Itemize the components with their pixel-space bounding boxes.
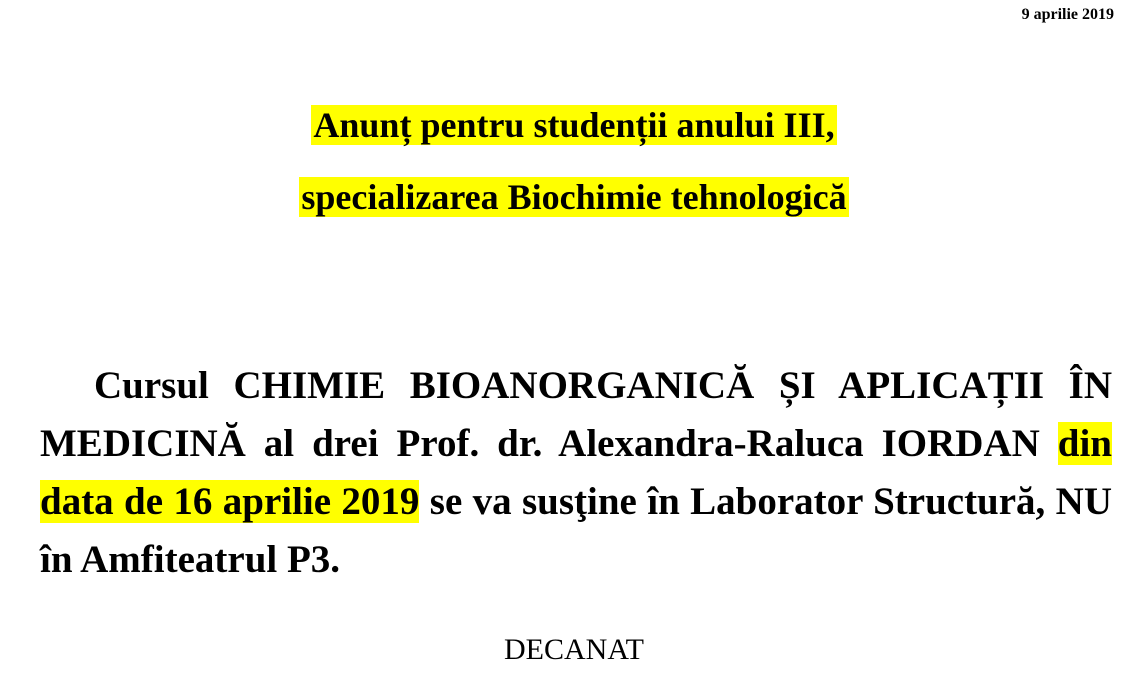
title-line-2-text: specializarea Biochimie tehnologică bbox=[301, 177, 847, 217]
announcement-text-part-1: Cursul CHIMIE BIOANORGANICĂ ȘI APLICAȚII ÎN MEDICINĂ al drei Prof. dr. Alexandra-Raluca IORDAN bbox=[40, 364, 1112, 465]
title-line-1 bbox=[0, 104, 1148, 146]
announcement-text-part-2: se va susţine în Laborator Structură, NU în Amfiteatrul P3. bbox=[40, 480, 1112, 581]
title-line-1-text: Anunț pentru studenții anului III, bbox=[313, 105, 835, 145]
announcement-paragraph bbox=[40, 357, 1112, 589]
title-line-2 bbox=[0, 176, 1148, 218]
document-date: 9 aprilie 2019 bbox=[1021, 6, 1114, 23]
announcement-highlighted-date: din data de 16 aprilie 2019 bbox=[40, 422, 1112, 523]
signature-decanat: DECANAT bbox=[504, 633, 644, 666]
